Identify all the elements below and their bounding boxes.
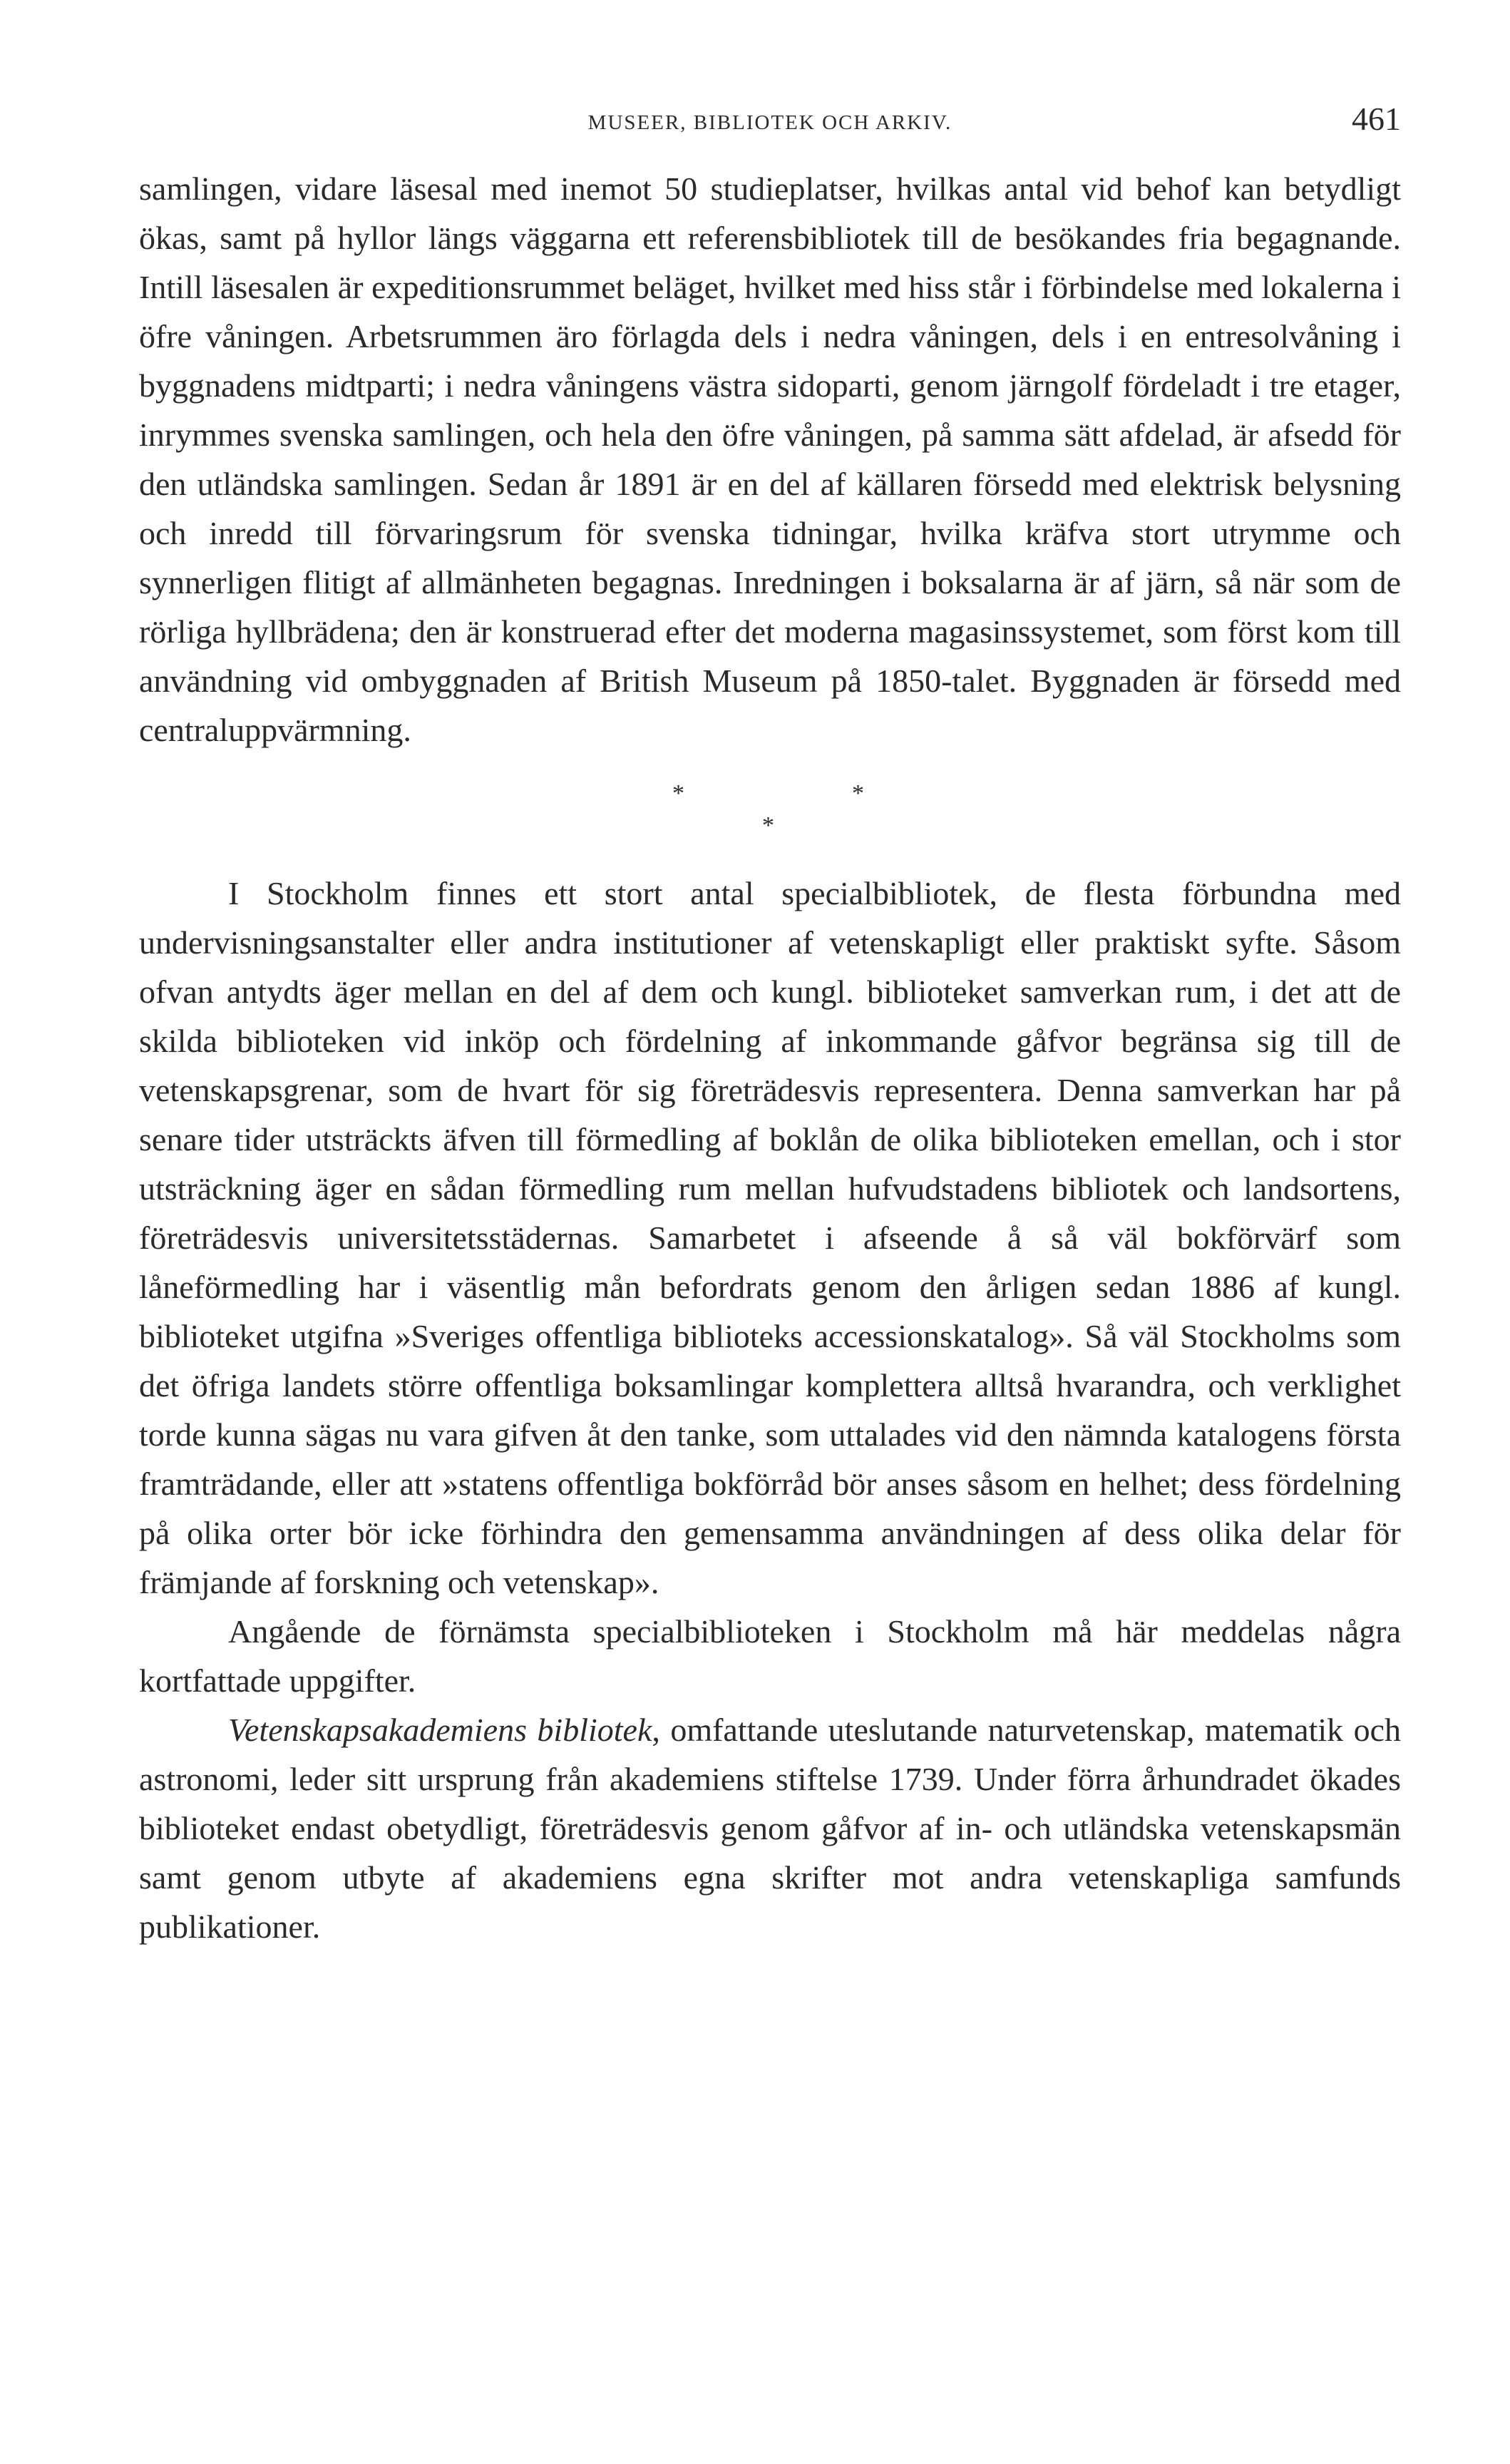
page-number: 461 [1352,101,1401,137]
section-divider-asterism [139,762,1401,847]
paragraph-intro-list: Angående de förnämsta specialbiblioteken i Stockholm må här meddelas några kortfattade uppgifter. [139,1613,1401,1699]
asterism-star: * [762,812,774,839]
running-head: MUSEER, BIBLIOTEK OCH ARKIV. [587,111,952,134]
asterism-star: * [852,780,864,807]
library-description: , omfattande uteslutande naturvetenskap, matematik och astronomi, leder sitt ursprung från akademiens stiftelse 1739. Under förra århundradet ökades biblioteket endast obetydligt, företrädesvis genom gåfvor af in- och utländska vetenskapsmän samt genom utbyte af akademiens egna skrifter mot andra vetenskapliga samfunds publikationer. [139,1712,1401,1945]
page [139,100,1401,1951]
paragraph-continued: samlingen, vidare läsesal med inemot 50 studieplatser, hvilkas antal vid behof kan betydligt ökas, samt på hyllor längs väggarna ett referensbibliotek till de besökandes fria begagnande. Intill läsesalen är expeditionsrummet beläget, hvilket med hiss står i förbindelse med lokalerna i öfre våningen. Arbetsrummen äro förlagda dels i nedra våningen, dels i en entresolvåning i byggnadens midtparti; i nedra våningens västra sidoparti, genom järngolf fördeladt i tre etager, inrymmes svenska samlingen, och hela den öfre våningen, på samma sätt afdelad, är afsedd för den utländska samlingen. Sedan år 1891 är en del af källaren försedd med elektrisk belysning och inredd till förvaringsrum för svenska tidningar, hvilka kräfva stort utrymme och synnerligen flitigt af allmänheten begagnas. Inredningen i boksalarna är af järn, så när som de rörliga hyllbrädena; den är konstruerad efter det moderna magasinssystemet, som först kom till användning vid ombyggnaden af British Museum på 1850-talet. Byggnaden är försedd med centraluppvärmning. [139,170,1401,748]
paragraph-special-libraries: I Stockholm finnes ett stort antal specialbibliotek, de flesta förbundna med undervisningsanstalter eller andra institutioner af vetenskapligt eller praktiskt syfte. Såsom ofvan antydts äger mellan en del af dem och kungl. biblioteket samverkan rum, i det att de skilda biblioteken vid inköp och fördelning af inkommande gåfvor begränsa sig till de vetenskapsgrenar, som de hvart för sig företrädesvis representera. Denna samverkan har på senare tider utsträckts äfven till förmedling af boklån de olika biblioteken emellan, och i stor utsträckning äger en sådan förmedling rum mellan hufvudstadens bibliotek och landsortens, företrädesvis universitetsstädernas. Samarbetet i afseende å så väl bokförvärf som låneförmedling har i väsentlig mån befordrats genom den årligen sedan 1886 af kungl. biblioteket utgifna »Sveriges offentliga biblioteks accessionskatalog». Så väl Stockholms som det öfriga landets större offentliga boksamlingar komplettera alltså hvarandra, och verklighet torde kunna sägas nu vara gifven åt den tanke, som uttalades vid den nämnda katalogens första framträdande, eller att »statens offentliga bokförråd bör anses såsom en helhet; dess fördelning på olika orter bör icke förhindra den gemensamma användningen af dess olika delar för främjande af forskning och vetenskap». [139,875,1401,1600]
library-name: Vetenskapsakademiens bibliotek [228,1712,652,1748]
asterism-star: * [672,780,684,807]
page-header [139,100,1401,143]
paragraph-academy-library [139,1705,1401,1951]
page-body [139,164,1401,1951]
